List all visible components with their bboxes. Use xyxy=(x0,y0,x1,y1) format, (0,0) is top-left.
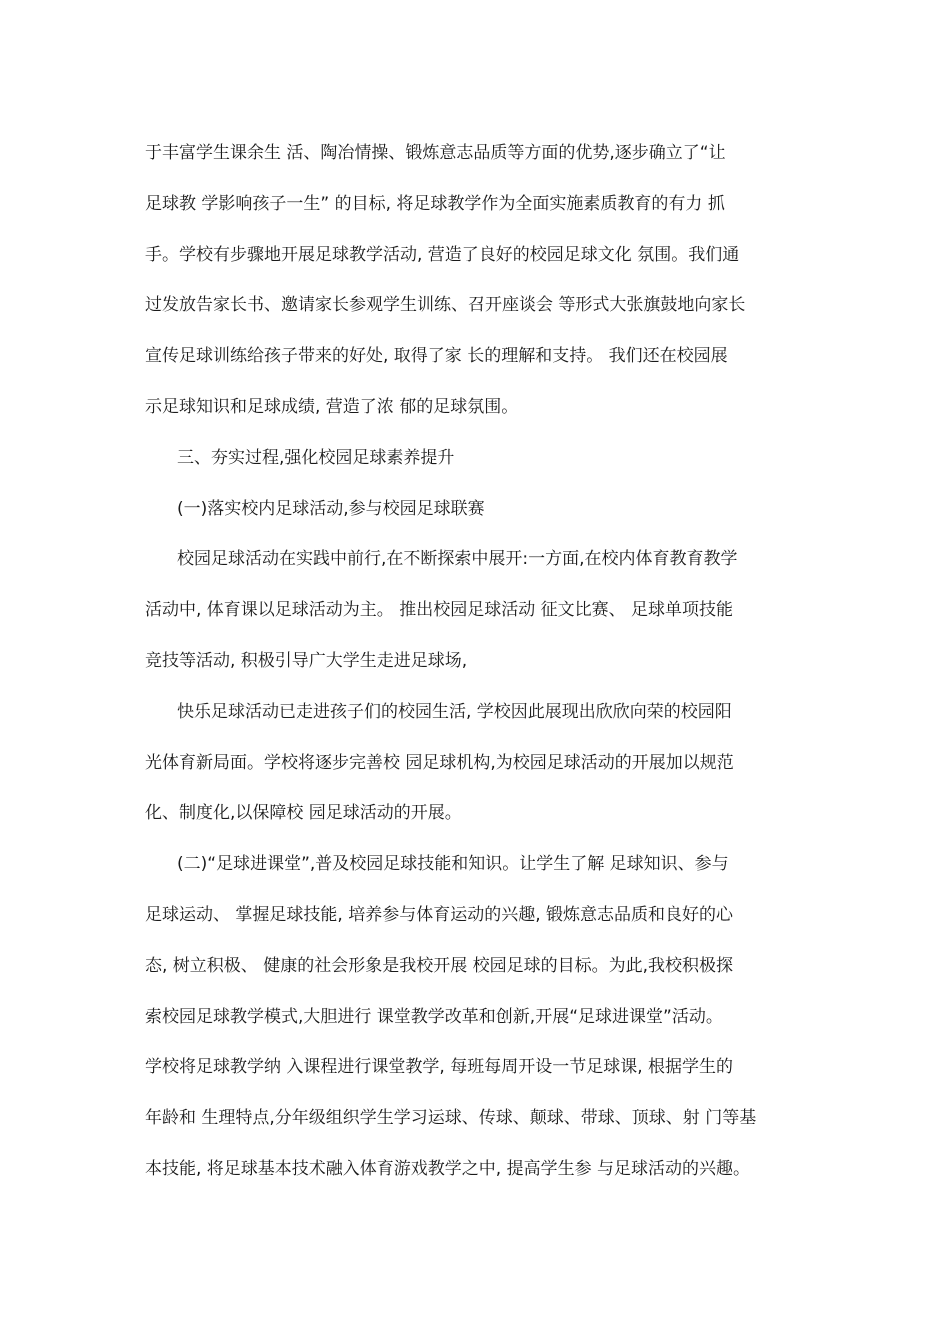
text-line: 活动中, 体育课以足球活动为主。 推出校园足球活动 征文比赛、 足球单项技能 xyxy=(145,600,734,621)
text-line: 化、制度化,以保障校 园足球活动的开展。 xyxy=(145,803,462,824)
text-line: 快乐足球活动已走进孩子们的校园生活, 学校因此展现出欣欣向荣的校园阳 xyxy=(177,701,732,722)
text-line: (二)“足球进课堂”,普及校园足球技能和知识。让学生了解 足球知识、参与 xyxy=(177,854,729,875)
text-line: 本技能, 将足球基本技术融入体育游戏教学之中, 提高学生参 与足球活动的兴趣。 xyxy=(145,1158,751,1179)
text-line: 索校园足球教学模式,大胆进行 课堂教学改革和创新,开展“足球进课堂”活动。 xyxy=(145,1006,723,1027)
text-line: 宣传足球训练给孩子带来的好处, 取得了家 长的理解和支持。 我们还在校园展 xyxy=(145,346,728,367)
text-line: (一)落实校内足球活动,参与校园足球联赛 xyxy=(177,498,485,519)
text-line: 足球运动、 掌握足球技能, 培养参与体育运动的兴趣, 锻炼意志品质和良好的心 xyxy=(145,904,734,925)
text-line: 学校将足球教学纳 入课程进行课堂教学, 每班每周开设一节足球课, 根据学生的 xyxy=(145,1057,734,1078)
text-line: 校园足球活动在实践中前行,在不断探索中展开:一方面,在校内体育教育教学 xyxy=(177,549,738,570)
text-line: 过发放告家长书、邀请家长参观学生训练、召开座谈会 等形式大张旗鼓地向家长 xyxy=(145,295,746,316)
text-line: 年龄和 生理特点,分年级组织学生学习运球、传球、颠球、带球、顶球、射 门等基 xyxy=(145,1108,757,1129)
text-line: 三、夯实过程,强化校园足球素养提升 xyxy=(177,447,455,468)
text-line: 手。学校有步骤地开展足球教学活动, 营造了良好的校园足球文化 氛围。我们通 xyxy=(145,244,740,265)
document-body xyxy=(145,128,810,1195)
text-line: 光体育新局面。学校将逐步完善校 园足球机构,为校园足球活动的开展加以规范 xyxy=(145,752,734,773)
text-line: 态, 树立积极、 健康的社会形象是我校开展 校园足球的目标。为此,我校积极探 xyxy=(145,955,734,976)
text-line: 于丰富学生课余生 活、陶冶情操、锻炼意志品质等方面的优势,逐步确立了“让 xyxy=(145,143,726,163)
text-line: 示足球知识和足球成绩, 营造了浓 郁的足球氛围。 xyxy=(145,396,519,417)
text-line: 足球教 学影响孩子一生” 的目标, 将足球教学作为全面实施素质教育的有力 抓 xyxy=(145,193,725,214)
text-line: 竞技等活动, 积极引导广大学生走进足球场, xyxy=(145,650,468,671)
